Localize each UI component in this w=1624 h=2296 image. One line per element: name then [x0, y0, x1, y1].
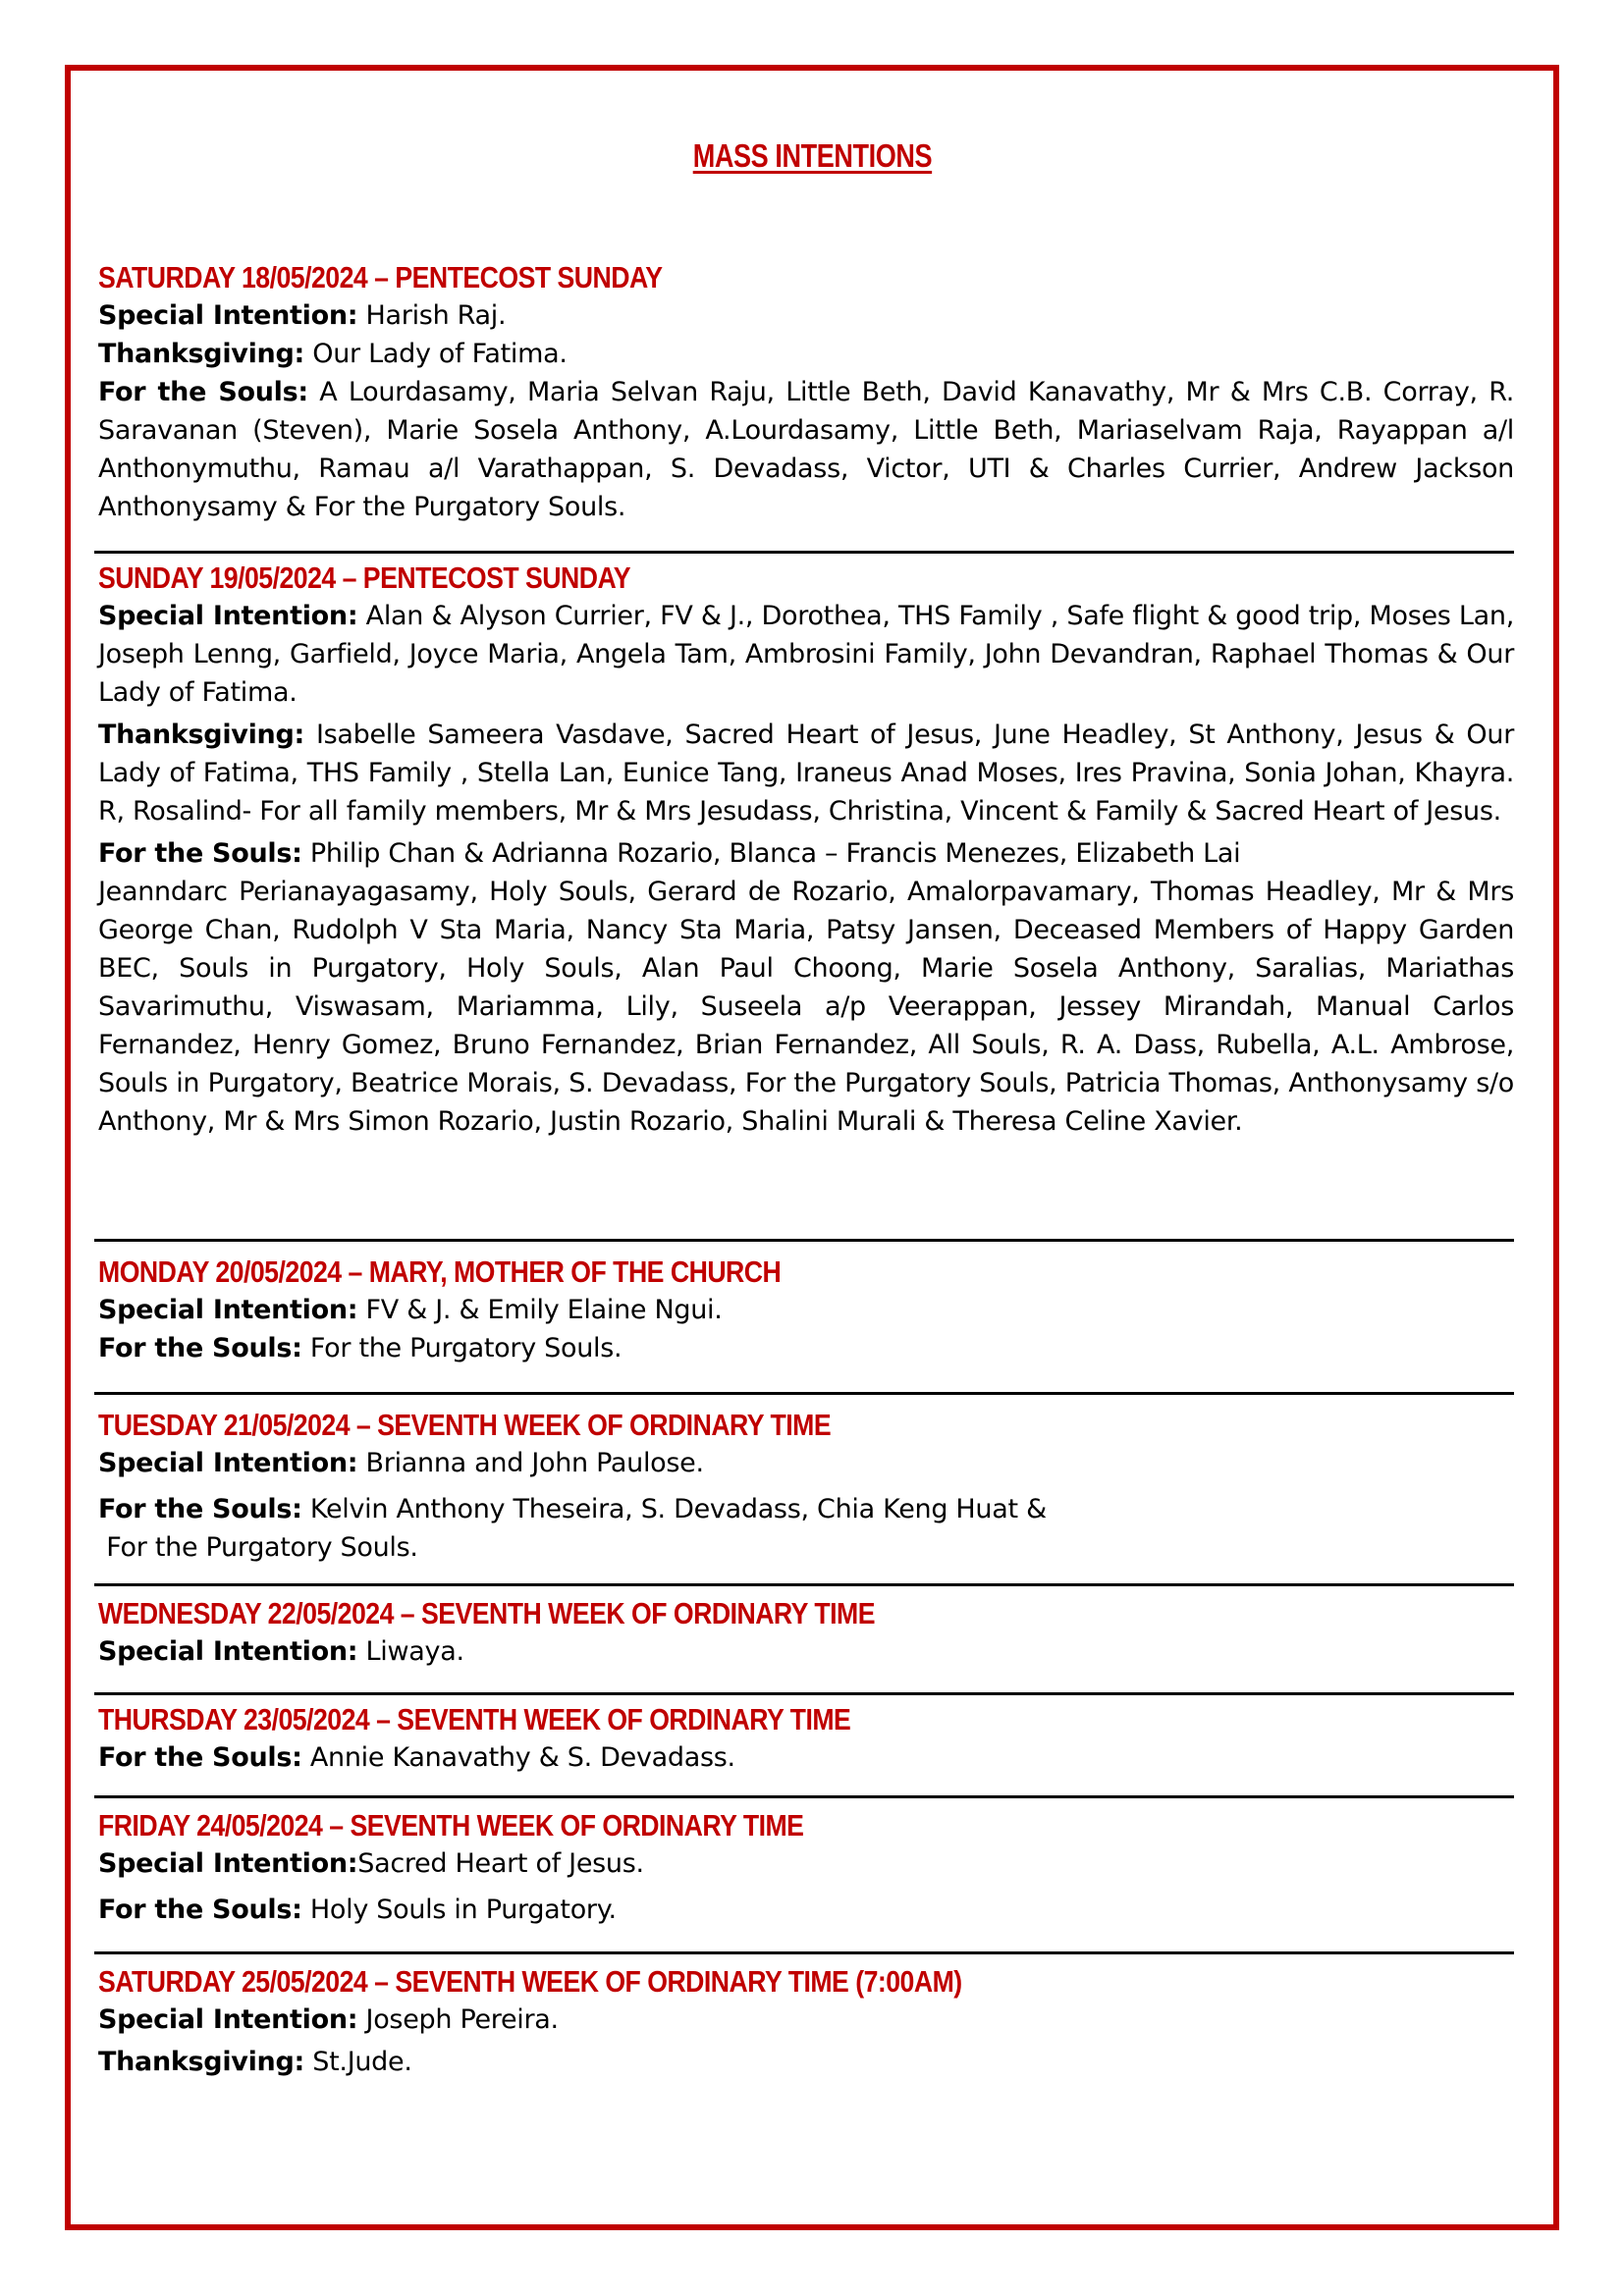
entry-label: For the Souls:	[98, 1742, 302, 1773]
section-divider	[94, 1692, 1514, 1695]
entry-text: Alan & Alyson Currier, FV & J., Dorothea, THS Family , Safe flight & good trip, Moses Lan, Joseph Lenng, Garfield, Joyce Maria, Angela Tam, Ambrosini Family, John Devandran, Raphael Thomas & Our Lady of Fatima.	[98, 601, 1514, 708]
thanksgiving-entry	[98, 335, 1514, 373]
section-divider	[94, 551, 1514, 554]
section-tuesday-21	[98, 1407, 1514, 1567]
section-monday-20	[98, 1254, 1514, 1367]
entry-text-continued: Jeanndarc Perianayagasamy, Holy Souls, Gerard de Rozario, Amalorpavamary, Thomas Headley, Mr & Mrs George Chan, Rudolph V Sta Maria, Nancy Sta Maria, Patsy Jansen, Deceased Members of Happy Garden BEC, Souls in Purgatory, Holy Souls, Alan Paul Choong, Marie Sosela Anthony, Saralias, Mariathas Savarimuthu, Viswasam, Mariamma, Lily, Suseela a/p Veerappan, Jessey Mirandah, Manual Carlos Fernandez, Henry Gomez, Bruno Fernandez, Brian Fernandez, All Souls, R. A. Dass, Rubella, A.L. Ambrose, Souls in Purgatory, Beatrice Morais, S. Devadass, For the Purgatory Souls, Patricia Thomas, Anthonysamy s/o Anthony, Mr & Mrs Simon Rozario, Justin Rozario, Shalini Murali & Theresa Celine Xavier.	[98, 877, 1514, 1137]
section-saturday-25	[98, 1963, 1514, 2081]
section-heading: TUESDAY 21/05/2024 – SEVENTH WEEK OF ORDINARY TIME	[98, 1408, 832, 1442]
for-the-souls-entry	[98, 834, 1514, 1141]
section-wednesday-22	[98, 1595, 1514, 1671]
section-divider	[94, 1392, 1514, 1395]
entry-text: Philip Chan & Adrianna Rozario, Blanca – Francis Menezes, Elizabeth Lai	[301, 838, 1241, 869]
special-intention-entry	[98, 1632, 1514, 1671]
entry-text: Sacred Heart of Jesus.	[357, 1848, 644, 1879]
entry-text: Harish Raj.	[357, 300, 507, 331]
entry-text: FV & J. & Emily Elaine Ngui.	[357, 1295, 723, 1325]
entry-text: Liwaya.	[357, 1636, 464, 1667]
section-divider	[94, 1951, 1514, 1954]
entry-text: Holy Souls in Purgatory.	[301, 1895, 617, 1925]
special-intention-entry	[98, 2001, 1514, 2039]
special-intention-entry	[98, 296, 1514, 335]
entry-label: Special Intention:	[98, 601, 358, 631]
for-the-souls-entry	[98, 1738, 1514, 1777]
entry-text-continued: For the Purgatory Souls.	[98, 1532, 418, 1563]
entry-text: Annie Kanavathy & S. Devadass.	[301, 1742, 735, 1773]
entry-label: Thanksgiving:	[98, 720, 304, 750]
entry-label: Special Intention:	[98, 300, 358, 331]
section-heading: WEDNESDAY 22/05/2024 – SEVENTH WEEK OF ORDINARY TIME	[98, 1596, 875, 1630]
entry-text: A Lourdasamy, Maria Selvan Raju, Little Beth, David Kanavathy, Mr & Mrs C.B. Corray, R. Saravanan (Steven), Marie Sosela Anthony, A.Lourdasamy, Little Beth, Mariaselvam Raja, Rayappan a/l Anthonymuthu, Ramau a/l Varathappan, S. Devadass, Victor, UTI & Charles Currier, Andrew Jackson Anthonysamy & For the Purgatory Souls.	[98, 377, 1514, 522]
entry-label: For the Souls:	[98, 377, 308, 407]
entry-text: Brianna and John Paulose.	[357, 1448, 704, 1478]
entry-text: St.Jude.	[304, 2047, 412, 2077]
page-title-container	[0, 137, 1624, 175]
for-the-souls-entry	[98, 1891, 1514, 1929]
entry-label: For the Souls:	[98, 838, 302, 869]
entry-label: For the Souls:	[98, 1494, 302, 1524]
entry-label: Special Intention:	[98, 1448, 358, 1478]
entry-text: Kelvin Anthony Theseira, S. Devadass, Chia Keng Huat &	[301, 1494, 1047, 1524]
entry-label: Special Intention:	[98, 1295, 358, 1325]
for-the-souls-entry	[98, 1490, 1514, 1567]
entry-text: Joseph Pereira.	[357, 2004, 559, 2035]
thanksgiving-entry	[98, 716, 1514, 830]
section-divider	[94, 1239, 1514, 1242]
section-heading: SATURDAY 25/05/2024 – SEVENTH WEEK OF ORDINARY TIME (7:00AM)	[98, 1964, 962, 1999]
entry-label: Special Intention:	[98, 1848, 358, 1879]
entry-label: Special Intention:	[98, 2004, 358, 2035]
section-sunday-19	[98, 560, 1514, 1141]
section-heading: THURSDAY 23/05/2024 – SEVENTH WEEK OF ORDINARY TIME	[98, 1702, 851, 1736]
special-intention-entry	[98, 597, 1514, 712]
special-intention-entry	[98, 1444, 1514, 1482]
entry-text: Our Lady of Fatima.	[304, 339, 568, 369]
thanksgiving-entry	[98, 2043, 1514, 2081]
entry-label: For the Souls:	[98, 1333, 302, 1363]
entry-text: For the Purgatory Souls.	[301, 1333, 623, 1363]
page-title: MASS INTENTIONS	[692, 137, 932, 174]
for-the-souls-entry	[98, 373, 1514, 526]
entry-label: Thanksgiving:	[98, 339, 304, 369]
entry-label: Special Intention:	[98, 1636, 358, 1667]
section-divider	[94, 1795, 1514, 1798]
entry-first-line	[98, 1490, 1514, 1528]
section-saturday-18	[98, 259, 1514, 526]
section-heading: MONDAY 20/05/2024 – MARY, MOTHER OF THE CHURCH	[98, 1255, 782, 1289]
entry-label: For the Souls:	[98, 1895, 302, 1925]
section-heading: SUNDAY 19/05/2024 – PENTECOST SUNDAY	[98, 561, 631, 595]
section-friday-24	[98, 1807, 1514, 1929]
section-heading: FRIDAY 24/05/2024 – SEVENTH WEEK OF ORDINARY TIME	[98, 1808, 804, 1842]
special-intention-entry	[98, 1844, 1514, 1883]
special-intention-entry	[98, 1291, 1514, 1329]
entry-text: Isabelle Sameera Vasdave, Sacred Heart of Jesus, June Headley, St Anthony, Jesus & Our Lady of Fatima, THS Family , Stella Lan, Eunice Tang, Iraneus Anad Moses, Ires Pravina, Sonia Johan, Khayra. R, Rosalind- For all family members, Mr & Mrs Jesudass, Christina, Vincent & Family & Sacred Heart of Jesus.	[98, 720, 1514, 827]
section-heading: SATURDAY 18/05/2024 – PENTECOST SUNDAY	[98, 260, 663, 294]
entry-first-line	[98, 834, 1514, 873]
section-divider	[94, 1583, 1514, 1586]
entry-label: Thanksgiving:	[98, 2047, 304, 2077]
section-thursday-23	[98, 1701, 1514, 1777]
for-the-souls-entry	[98, 1329, 1514, 1367]
